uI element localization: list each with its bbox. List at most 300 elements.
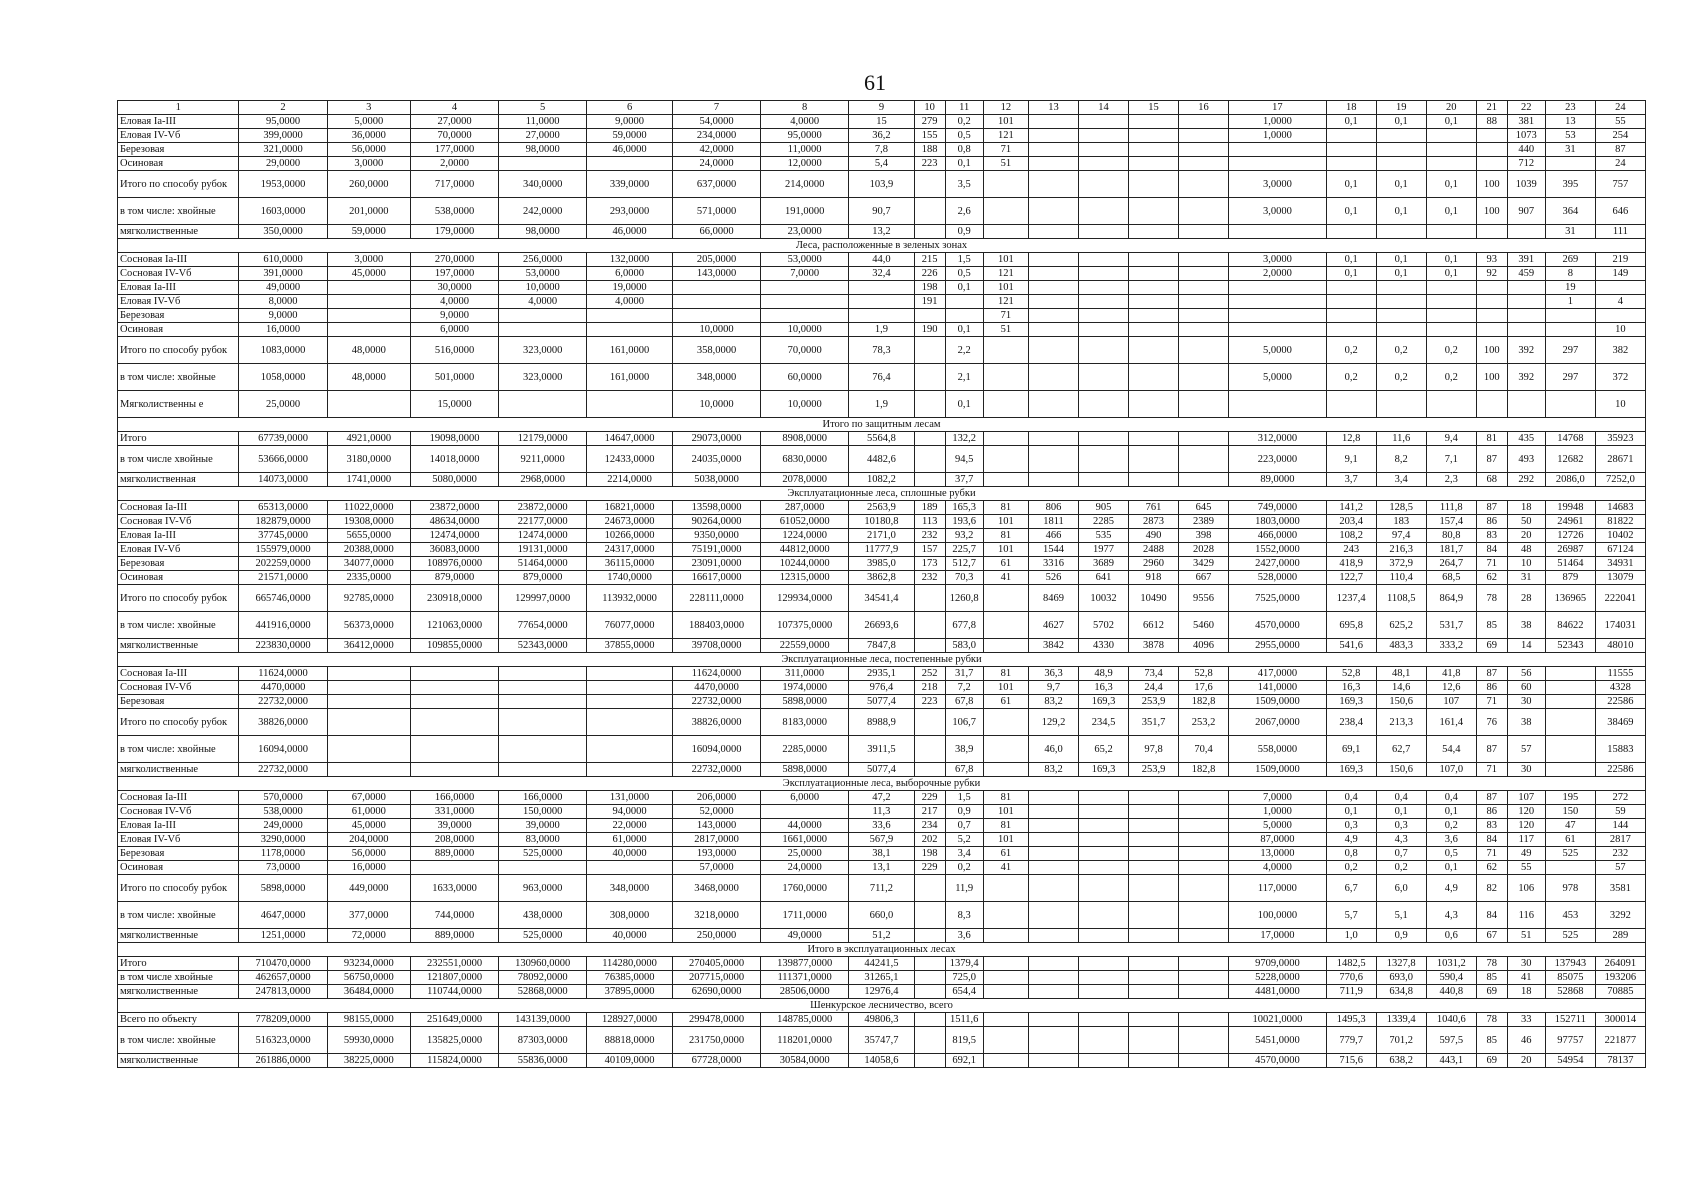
- table-cell: 27,0000: [410, 115, 498, 129]
- table-row: [118, 902, 1646, 929]
- table-cell: 93234,0000: [327, 957, 410, 971]
- table-cell: 107: [1507, 791, 1545, 805]
- table-cell: 4330: [1079, 639, 1129, 653]
- table-cell: [1326, 281, 1376, 295]
- table-cell: 229: [914, 861, 945, 875]
- table-cell: 81822: [1595, 515, 1645, 529]
- table-cell: [1179, 309, 1229, 323]
- table-cell: 4570,0000: [1229, 612, 1327, 639]
- table-cell: 149: [1595, 267, 1645, 281]
- table-cell: 770,6: [1326, 971, 1376, 985]
- table-cell: [327, 709, 410, 736]
- table-cell: 35747,7: [849, 1027, 915, 1054]
- table-cell: [1029, 875, 1079, 902]
- table-row: [118, 819, 1646, 833]
- table-cell: 51: [983, 323, 1028, 337]
- table-cell: 5655,0000: [327, 529, 410, 543]
- table-cell: 11022,0000: [327, 501, 410, 515]
- table-cell: [1179, 833, 1229, 847]
- table-cell: 6,0000: [587, 267, 673, 281]
- table-cell: 4627: [1029, 612, 1079, 639]
- table-cell: 0,1: [945, 391, 983, 418]
- table-row: [118, 585, 1646, 612]
- table-cell: 2067,0000: [1229, 709, 1327, 736]
- table-cell: 3,0000: [327, 157, 410, 171]
- table-cell: 173: [914, 557, 945, 571]
- table-cell: 3,6: [945, 929, 983, 943]
- table-cell: 92785,0000: [327, 585, 410, 612]
- table-cell: [983, 639, 1028, 653]
- table-cell: [410, 736, 498, 763]
- table-cell: 94,0000: [587, 805, 673, 819]
- table-cell: 83,0000: [499, 833, 587, 847]
- table-cell: 131,0000: [587, 791, 673, 805]
- table-cell: 1: [1545, 295, 1595, 309]
- table-cell: 202259,0000: [239, 557, 327, 571]
- table-cell: [1507, 281, 1545, 295]
- table-cell: 462657,0000: [239, 971, 327, 985]
- table-cell: 9,1: [1326, 446, 1376, 473]
- table-cell: 95,0000: [761, 129, 849, 143]
- table-cell: [914, 639, 945, 653]
- table-cell: 201,0000: [327, 198, 410, 225]
- table-cell: 22732,0000: [239, 695, 327, 709]
- table-cell: 778209,0000: [239, 1013, 327, 1027]
- table-cell: 150,0000: [499, 805, 587, 819]
- table-cell: 12433,0000: [587, 446, 673, 473]
- table-cell: 377,0000: [327, 902, 410, 929]
- table-cell: [1179, 985, 1229, 999]
- table-cell: 53: [1545, 129, 1595, 143]
- table-cell: 93,2: [945, 529, 983, 543]
- table-cell: 5451,0000: [1229, 1027, 1327, 1054]
- table-cell: 819,5: [945, 1027, 983, 1054]
- row-label: в том числе: хвойные: [118, 198, 239, 225]
- table-cell: 83: [1476, 529, 1507, 543]
- table-cell: [849, 281, 915, 295]
- row-label: в том числе хвойные: [118, 446, 239, 473]
- table-cell: 109855,0000: [410, 639, 498, 653]
- column-number: 15: [1129, 101, 1179, 115]
- table-cell: 1040,6: [1426, 1013, 1476, 1027]
- table-cell: [914, 446, 945, 473]
- table-cell: 190: [914, 323, 945, 337]
- row-label: Итого по способу рубок: [118, 585, 239, 612]
- table-cell: 83,2: [1029, 695, 1079, 709]
- table-cell: 3862,8: [849, 571, 915, 585]
- table-cell: 701,2: [1376, 1027, 1426, 1054]
- row-label: Осиновая: [118, 157, 239, 171]
- table-cell: 157: [914, 543, 945, 557]
- table-cell: [983, 198, 1028, 225]
- table-cell: [1229, 295, 1327, 309]
- table-cell: [1129, 364, 1179, 391]
- row-label: Еловая IV-Vб: [118, 295, 239, 309]
- forest-data-table: [117, 100, 1646, 1068]
- table-cell: 24,0000: [761, 861, 849, 875]
- table-cell: [1129, 971, 1179, 985]
- table-cell: 85075: [1545, 971, 1595, 985]
- table-cell: 78137: [1595, 1054, 1645, 1068]
- table-cell: 391,0000: [239, 267, 327, 281]
- row-label: Осиновая: [118, 571, 239, 585]
- table-cell: [1229, 391, 1327, 418]
- row-label: мягколиственные: [118, 1054, 239, 1068]
- table-cell: 182,8: [1179, 695, 1229, 709]
- table-cell: [1179, 337, 1229, 364]
- table-cell: 0,2: [1376, 364, 1426, 391]
- column-number: 24: [1595, 101, 1645, 115]
- table-cell: 85: [1476, 971, 1507, 985]
- table-cell: 117: [1507, 833, 1545, 847]
- table-cell: [499, 157, 587, 171]
- table-cell: [761, 281, 849, 295]
- table-cell: [983, 612, 1028, 639]
- table-cell: [1426, 323, 1476, 337]
- table-cell: 56: [1507, 667, 1545, 681]
- table-cell: [1129, 295, 1179, 309]
- table-cell: [327, 695, 410, 709]
- table-cell: 308,0000: [587, 902, 673, 929]
- table-cell: 879: [1545, 571, 1595, 585]
- table-cell: 129997,0000: [499, 585, 587, 612]
- table-cell: 101: [983, 281, 1028, 295]
- table-cell: 269: [1545, 253, 1595, 267]
- table-cell: 70,0000: [410, 129, 498, 143]
- table-cell: [914, 171, 945, 198]
- table-cell: 16094,0000: [672, 736, 760, 763]
- column-number: 5: [499, 101, 587, 115]
- table-cell: 150: [1545, 805, 1595, 819]
- table-cell: 92: [1476, 267, 1507, 281]
- table-cell: 243: [1326, 543, 1376, 557]
- table-cell: 57,0000: [672, 861, 760, 875]
- table-cell: 253,9: [1129, 695, 1179, 709]
- table-cell: 14073,0000: [239, 473, 327, 487]
- table-cell: 16617,0000: [672, 571, 760, 585]
- table-cell: [327, 309, 410, 323]
- table-cell: 1224,0000: [761, 529, 849, 543]
- table-row: [118, 171, 1646, 198]
- table-cell: 264,7: [1426, 557, 1476, 571]
- table-cell: 22732,0000: [672, 763, 760, 777]
- table-cell: [1129, 391, 1179, 418]
- table-cell: 297: [1545, 364, 1595, 391]
- table-row: [118, 515, 1646, 529]
- table-cell: 438,0000: [499, 902, 587, 929]
- table-cell: 3985,0: [849, 557, 915, 571]
- table-cell: 0,2: [1376, 861, 1426, 875]
- table-cell: 68: [1476, 473, 1507, 487]
- table-cell: 101: [983, 515, 1028, 529]
- table-cell: [914, 585, 945, 612]
- table-cell: 5,7: [1326, 902, 1376, 929]
- table-cell: 77654,0000: [499, 612, 587, 639]
- table-cell: [1129, 143, 1179, 157]
- table-cell: 2,0000: [1229, 267, 1327, 281]
- table-cell: 83: [1476, 819, 1507, 833]
- table-cell: 31,7: [945, 667, 983, 681]
- table-cell: 2817: [1595, 833, 1645, 847]
- table-cell: 9,7: [1029, 681, 1079, 695]
- table-cell: 0,1: [1376, 253, 1426, 267]
- table-cell: 597,5: [1426, 1027, 1476, 1054]
- table-cell: [1129, 225, 1179, 239]
- table-cell: 0,1: [945, 323, 983, 337]
- table-cell: 61: [983, 557, 1028, 571]
- table-cell: [1476, 129, 1507, 143]
- table-cell: [1179, 805, 1229, 819]
- table-cell: 2955,0000: [1229, 639, 1327, 653]
- table-cell: 52868: [1545, 985, 1595, 999]
- table-cell: 38225,0000: [327, 1054, 410, 1068]
- table-cell: 141,2: [1326, 501, 1376, 515]
- table-cell: 466: [1029, 529, 1079, 543]
- table-cell: 2214,0000: [587, 473, 673, 487]
- table-cell: 132,0000: [587, 253, 673, 267]
- table-cell: 3,0000: [1229, 171, 1327, 198]
- table-cell: 49806,3: [849, 1013, 915, 1027]
- table-cell: 72,0000: [327, 929, 410, 943]
- table-cell: 78: [1476, 585, 1507, 612]
- section-heading-row: [118, 487, 1646, 501]
- table-cell: 155: [914, 129, 945, 143]
- table-cell: 12,0000: [761, 157, 849, 171]
- table-cell: 1379,4: [945, 957, 983, 971]
- table-row: [118, 639, 1646, 653]
- table-cell: 692,1: [945, 1054, 983, 1068]
- table-cell: 166,0000: [410, 791, 498, 805]
- table-cell: 59930,0000: [327, 1027, 410, 1054]
- table-cell: 4481,0000: [1229, 985, 1327, 999]
- table-cell: 93: [1476, 253, 1507, 267]
- table-cell: 193,0000: [672, 847, 760, 861]
- table-cell: 717,0000: [410, 171, 498, 198]
- table-cell: 76: [1476, 709, 1507, 736]
- table-cell: 70,0000: [761, 337, 849, 364]
- table-cell: [1079, 791, 1129, 805]
- table-cell: 6,0: [1376, 875, 1426, 902]
- table-cell: 51464,0000: [499, 557, 587, 571]
- column-number: 9: [849, 101, 915, 115]
- table-cell: 41,8: [1426, 667, 1476, 681]
- table-cell: 2171,0: [849, 529, 915, 543]
- table-cell: 646: [1595, 198, 1645, 225]
- table-cell: 9,0000: [239, 309, 327, 323]
- table-cell: 0,1: [1376, 267, 1426, 281]
- page-number: 61: [864, 70, 886, 95]
- table-cell: 645: [1179, 501, 1229, 515]
- table-cell: 610,0000: [239, 253, 327, 267]
- table-cell: 60,0000: [761, 364, 849, 391]
- table-cell: 0,7: [1376, 847, 1426, 861]
- table-cell: 10244,0000: [761, 557, 849, 571]
- table-cell: 0,2: [945, 861, 983, 875]
- table-cell: 61: [1545, 833, 1595, 847]
- table-cell: [1129, 791, 1179, 805]
- table-cell: 48: [1507, 543, 1545, 557]
- table-cell: 1082,2: [849, 473, 915, 487]
- table-cell: 101: [983, 681, 1028, 695]
- section-heading-row: [118, 418, 1646, 432]
- table-cell: 256,0000: [499, 253, 587, 267]
- table-cell: 226: [914, 267, 945, 281]
- table-cell: 46,0000: [587, 225, 673, 239]
- table-cell: 12682: [1545, 446, 1595, 473]
- table-cell: 571,0000: [672, 198, 760, 225]
- table-cell: 55: [1507, 861, 1545, 875]
- table-cell: 24673,0000: [587, 515, 673, 529]
- column-number: 10: [914, 101, 945, 115]
- table-cell: 166,0000: [499, 791, 587, 805]
- table-cell: 121: [983, 295, 1028, 309]
- table-cell: 2563,9: [849, 501, 915, 515]
- row-label: Итого по способу рубок: [118, 337, 239, 364]
- table-cell: [587, 736, 673, 763]
- table-cell: 351,7: [1129, 709, 1179, 736]
- table-cell: [1129, 847, 1179, 861]
- table-cell: 81: [983, 667, 1028, 681]
- table-cell: 0,1: [1376, 805, 1426, 819]
- table-cell: [672, 281, 760, 295]
- table-cell: 382: [1595, 337, 1645, 364]
- table-cell: [1079, 833, 1129, 847]
- table-cell: [1476, 143, 1507, 157]
- column-number: 17: [1229, 101, 1327, 115]
- table-row: [118, 198, 1646, 225]
- table-cell: 321,0000: [239, 143, 327, 157]
- table-cell: 516,0000: [410, 337, 498, 364]
- table-cell: 590,4: [1426, 971, 1476, 985]
- table-cell: [1179, 281, 1229, 295]
- table-cell: 22586: [1595, 695, 1645, 709]
- table-cell: 1,0: [1326, 929, 1376, 943]
- table-cell: 108,2: [1326, 529, 1376, 543]
- table-cell: 5077,4: [849, 695, 915, 709]
- table-cell: [1129, 985, 1179, 999]
- table-cell: 107: [1426, 695, 1476, 709]
- table-cell: [1029, 985, 1079, 999]
- row-label: Еловая IV-Vб: [118, 833, 239, 847]
- table-cell: [1179, 225, 1229, 239]
- table-cell: [914, 432, 945, 446]
- table-cell: [1426, 391, 1476, 418]
- table-cell: [1179, 473, 1229, 487]
- table-cell: [1079, 143, 1129, 157]
- table-row: [118, 157, 1646, 171]
- table-cell: 36,0000: [327, 129, 410, 143]
- table-cell: 16,0000: [327, 861, 410, 875]
- table-cell: 16,3: [1326, 681, 1376, 695]
- table-cell: [410, 709, 498, 736]
- table-cell: [1476, 157, 1507, 171]
- table-cell: [1129, 833, 1179, 847]
- table-cell: 71: [983, 309, 1028, 323]
- table-cell: 10,0000: [672, 391, 760, 418]
- table-cell: [410, 695, 498, 709]
- column-number: 8: [761, 101, 849, 115]
- table-cell: [1426, 225, 1476, 239]
- row-label: Еловая IV-Vб: [118, 129, 239, 143]
- table-cell: 116: [1507, 902, 1545, 929]
- table-cell: [1029, 847, 1079, 861]
- table-cell: [945, 309, 983, 323]
- table-cell: [1029, 1054, 1079, 1068]
- table-cell: 0,3: [1326, 819, 1376, 833]
- table-cell: 12726: [1545, 529, 1595, 543]
- table-cell: [1179, 364, 1229, 391]
- table-cell: 205,0000: [672, 253, 760, 267]
- table-cell: 17,0000: [1229, 929, 1327, 943]
- table-cell: [1129, 157, 1179, 171]
- table-cell: [914, 391, 945, 418]
- table-cell: 46: [1507, 1027, 1545, 1054]
- table-cell: 3,4: [1376, 473, 1426, 487]
- table-cell: 27,0000: [499, 129, 587, 143]
- table-cell: [1229, 309, 1327, 323]
- table-cell: 111,8: [1426, 501, 1476, 515]
- table-cell: 48,0000: [327, 364, 410, 391]
- table-cell: [1079, 157, 1129, 171]
- table-cell: [1476, 391, 1507, 418]
- column-number: 11: [945, 101, 983, 115]
- table-cell: [1179, 115, 1229, 129]
- table-cell: 223830,0000: [239, 639, 327, 653]
- table-cell: 84: [1476, 543, 1507, 557]
- table-cell: 53,0000: [499, 267, 587, 281]
- table-cell: 5,0000: [1229, 364, 1327, 391]
- table-cell: 203,4: [1326, 515, 1376, 529]
- table-cell: [499, 391, 587, 418]
- table-cell: [1545, 763, 1595, 777]
- table-cell: [1129, 1054, 1179, 1068]
- table-cell: 14,6: [1376, 681, 1426, 695]
- row-label: Сосновая Ia-III: [118, 791, 239, 805]
- table-cell: 97757: [1545, 1027, 1595, 1054]
- table-cell: [1029, 267, 1079, 281]
- table-cell: 110,4: [1376, 571, 1426, 585]
- table-cell: 78,3: [849, 337, 915, 364]
- table-cell: 98,0000: [499, 143, 587, 157]
- table-cell: 40,0000: [587, 847, 673, 861]
- table-cell: 279: [914, 115, 945, 129]
- table-cell: 87: [1476, 501, 1507, 515]
- table-cell: 97,8: [1129, 736, 1179, 763]
- table-cell: [1079, 875, 1129, 902]
- table-cell: 381: [1507, 115, 1545, 129]
- row-label: мягколиственные: [118, 763, 239, 777]
- table-cell: 70,4: [1179, 736, 1229, 763]
- table-cell: 34931: [1595, 557, 1645, 571]
- table-row: [118, 129, 1646, 143]
- table-cell: 56750,0000: [327, 971, 410, 985]
- table-cell: 12179,0000: [499, 432, 587, 446]
- table-row: [118, 225, 1646, 239]
- table-cell: [914, 473, 945, 487]
- table-cell: 1,5: [945, 791, 983, 805]
- table-cell: 70885: [1595, 985, 1645, 999]
- table-cell: 69: [1476, 639, 1507, 653]
- table-cell: 312,0000: [1229, 432, 1327, 446]
- table-cell: 67124: [1595, 543, 1645, 557]
- column-number: 16: [1179, 101, 1229, 115]
- table-cell: [1507, 295, 1545, 309]
- table-cell: [499, 309, 587, 323]
- table-cell: 37855,0000: [587, 639, 673, 653]
- table-cell: 749,0000: [1229, 501, 1327, 515]
- table-cell: 667: [1179, 571, 1229, 585]
- table-cell: [1029, 253, 1079, 267]
